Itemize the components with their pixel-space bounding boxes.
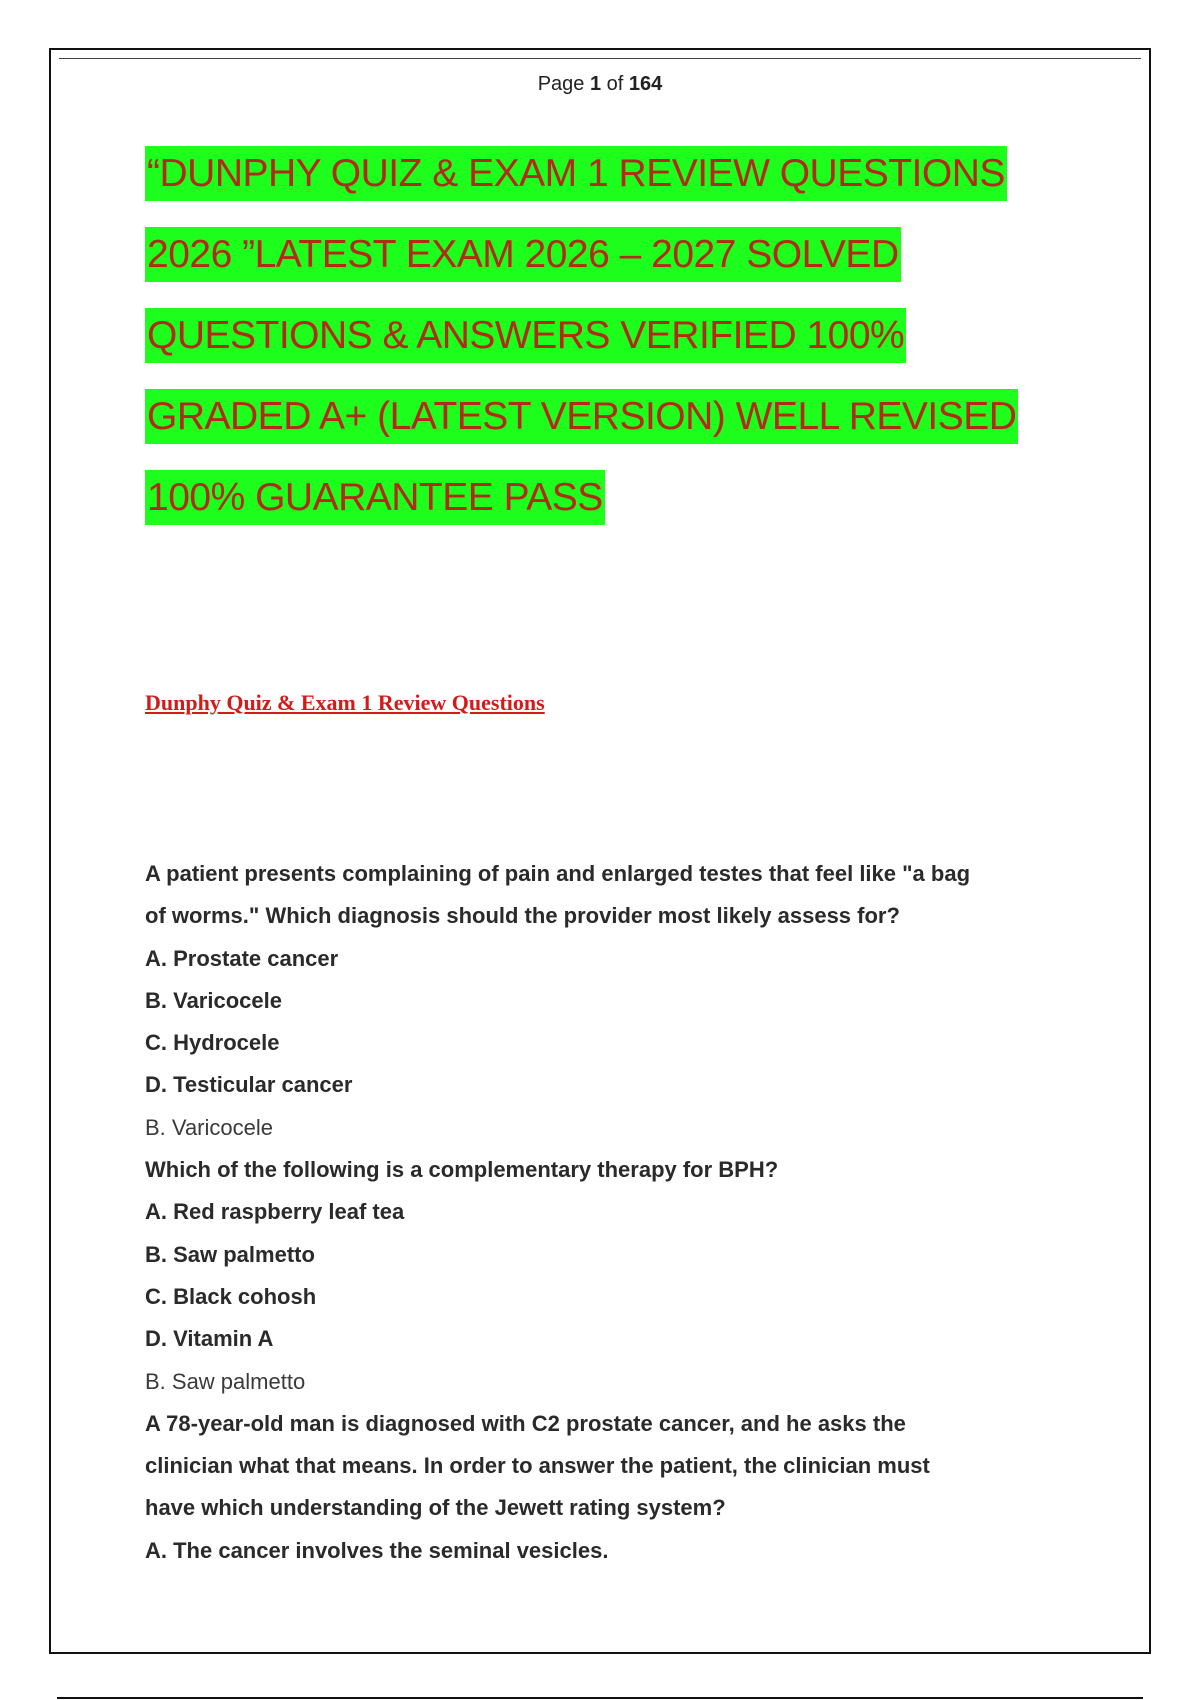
question-stem: A patient presents complaining of pain and enlarged testes that feel like "a bag xyxy=(145,861,971,886)
answer-option: A. Prostate cancer xyxy=(145,945,339,971)
next-page-edge xyxy=(57,1697,1143,1699)
title-line xyxy=(145,146,1065,201)
top-rule xyxy=(59,58,1141,59)
answer-option: D. Vitamin A xyxy=(145,1326,274,1352)
title-line xyxy=(145,389,1065,444)
question-stem: A 78-year-old man is diagnosed with C2 prostate cancer, and he asks the xyxy=(145,1410,906,1436)
title-line-text: GRADED A+ (LATEST VERSION) WELL REVISED xyxy=(145,389,1018,444)
correct-answer: B. Varicocele xyxy=(145,1114,273,1140)
title-line-text: “DUNPHY QUIZ & EXAM 1 REVIEW QUESTIONS xyxy=(145,146,1007,201)
question-stem: Which of the following is a complementary therapy for BPH? xyxy=(145,1157,779,1183)
answer-option: D. Testicular cancer xyxy=(145,1072,353,1098)
question-stem: clinician what that means. In order to answer the patient, the clinician must xyxy=(145,1453,930,1479)
title-line xyxy=(145,227,1065,282)
correct-answer: B. Saw palmetto xyxy=(145,1368,306,1394)
section-heading: Dunphy Quiz & Exam 1 Review Questions xyxy=(145,690,545,715)
answer-option: C. Black cohosh xyxy=(145,1283,317,1309)
question-list xyxy=(145,853,1065,1572)
answer-option: A. Red raspberry leaf tea xyxy=(145,1199,405,1225)
answer-option: B. Varicocele xyxy=(145,987,282,1013)
question-stem: of worms." Which diagnosis should the provider most likely assess for? xyxy=(145,903,900,929)
page-label: Page xyxy=(537,73,585,95)
answer-option: A. The cancer involves the seminal vesicles. xyxy=(145,1537,609,1563)
title-line-text: 100% GUARANTEE PASS xyxy=(145,470,605,525)
title-line xyxy=(145,308,1065,363)
title-line xyxy=(145,470,1065,525)
page-number xyxy=(0,73,1200,96)
document-title xyxy=(145,146,1065,551)
answer-option: C. Hydrocele xyxy=(145,1030,280,1056)
page-of-label: of xyxy=(606,73,624,95)
title-line-text: 2026 ”LATEST EXAM 2026 – 2027 SOLVED xyxy=(145,227,901,282)
question-stem: have which understanding of the Jewett rating system? xyxy=(145,1495,726,1521)
page-total: 164 xyxy=(628,73,663,95)
page-current: 1 xyxy=(589,73,602,95)
answer-option: B. Saw palmetto xyxy=(145,1241,315,1267)
title-line-text: QUESTIONS & ANSWERS VERIFIED 100% xyxy=(145,308,906,363)
